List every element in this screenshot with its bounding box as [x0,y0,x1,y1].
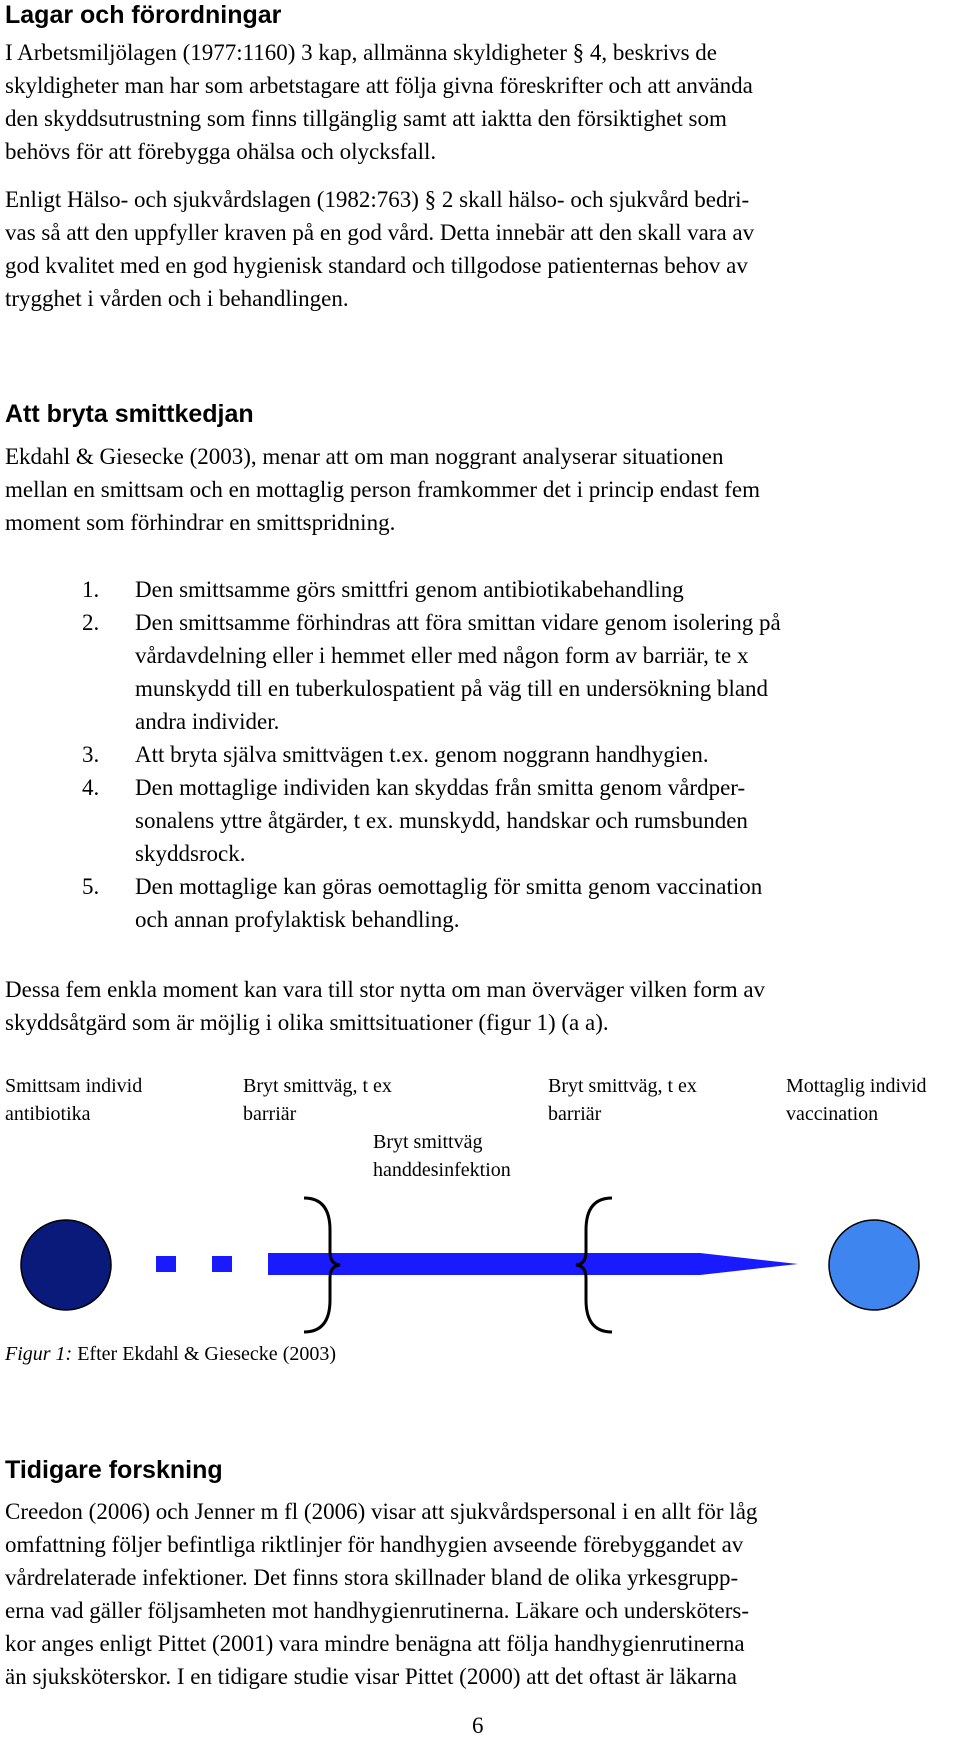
caption-prefix: Figur 1: [5,1343,73,1365]
numbered-list [0,573,960,936]
figure-label-barrier-1: Bryt smittväg, t ex barriär [243,1075,392,1125]
dash-segment [212,1256,232,1272]
text-line: Enligt Hälso- och sjukvårdslagen (1982:763) § 2 skall hälso- och sjukvård bedri- [5,187,750,212]
text-line: Ekdahl & Giesecke (2003), menar att om man noggrant analyserar situationen [5,444,724,469]
infected-individual-circle [21,1220,111,1310]
paragraph-tidigare-forskning [5,1495,960,1693]
text-line: kor anges enligt Pittet (2001) vara mindre benägna att följa handhygienrutinerna [5,1631,745,1656]
text-line: trygghet i vården och i behandlingen. [5,286,349,311]
text-line: Dessa fem enkla moment kan vara till stor nytta om man överväger vilken form av [5,977,766,1002]
text-line: omfattning följer befintliga riktlinjer för handhygien avseende förebyggandet av [5,1532,744,1557]
text-line: vas så att den uppfyller kraven på en god vård. Detta innebär att den skall vara av [5,220,755,245]
text-line: Den mottaglige kan göras oemottaglig för smitta genom vaccination [135,874,763,899]
list-item [0,606,960,738]
list-number: 4. [82,775,100,800]
infection-chain-diagram [0,1190,960,1340]
text-line: vårdavdelning eller i hemmet eller med någon form av barriär, te x [135,643,749,668]
figure-caption [5,1340,336,1368]
text-line: Creedon (2006) och Jenner m fl (2006) visar att sjukvårdspersonal i en allt för låg [5,1499,758,1524]
text-line: skyddsrock. [135,841,246,866]
text-line: mellan en smittsam och en mottaglig person framkommer det i princip endast fem [5,477,760,502]
figure-label-hand-disinfection: Bryt smittväg handdesinfektion [373,1131,511,1181]
text-line: och annan profylaktisk behandling. [135,907,460,932]
list-item [0,870,960,936]
paragraph-arbetsmiljolagen [5,36,960,168]
list-number: 3. [82,742,100,767]
susceptible-individual-circle [829,1220,919,1310]
text-line: skyldigheter man har som arbetstagare att följa givna föreskrifter och att använda [5,73,753,98]
text-line: Den smittsamme förhindras att föra smittan vidare genom isolering på [135,610,781,635]
text-line: sonalens yttre åtgärder, t ex. munskydd, handskar och rumsbunden [135,808,748,833]
dash-segment [156,1256,176,1272]
list-number: 1. [82,577,100,602]
paragraph-outro [5,973,960,1039]
text-line: Den smittsamme görs smittfri genom antibiotikabehandling [135,577,684,602]
list-item [0,573,960,606]
text-line: andra individer. [135,709,280,734]
text-line: behövs för att förebygga ohälsa och olycksfall. [5,139,437,164]
paragraph-halso-sjukvardslagen [5,183,960,315]
text-line: Att bryta själva smittvägen t.ex. genom noggrann handhygien. [135,742,709,767]
paragraph-intro [5,440,960,539]
text-line: munskydd till en tuberkulospatient på väg till en undersökning bland [135,676,769,701]
text-line: I Arbetsmiljölagen (1977:1160) 3 kap, allmänna skyldigheter § 4, beskrivs de [5,40,718,65]
text-line: vårdrelaterade infektioner. Det finns stora skillnader bland de olika yrkesgrupp- [5,1565,739,1590]
text-line: den skyddsutrustning som finns tillgänglig samt att iaktta den försiktighet som [5,106,727,131]
text-line: moment som förhindrar en smittspridning. [5,510,396,535]
heading-lagar: Lagar och förordningar [5,1,282,29]
figure-label-target: Mottaglig individ vaccination [786,1075,927,1125]
text-line: god kvalitet med en god hygienisk standard och tillgodose patienternas behov av [5,253,748,278]
heading-tidigare-forskning: Tidigare forskning [5,1456,223,1484]
list-number: 2. [82,610,100,635]
text-line: skyddsåtgärd som är möjlig i olika smittsituationer (figur 1) (a a). [5,1010,609,1035]
figure-label-barrier-2: Bryt smittväg, t ex barriär [548,1075,697,1125]
page-number: 6 [472,1713,484,1738]
transmission-arrow [268,1253,798,1275]
figure-label-source: Smittsam individ antibiotika [5,1075,143,1125]
heading-att-bryta-smittkedjan: Att bryta smittkedjan [5,400,254,428]
text-line: erna vad gäller följsamheten mot handhygienrutinerna. Läkare och undersköters- [5,1598,750,1623]
text-line: än sjuksköterskor. I en tidigare studie visar Pittet (2000) att det oftast är läkarna [5,1664,737,1689]
caption-text: Efter Ekdahl & Giesecke (2003) [72,1343,337,1365]
list-number: 5. [82,874,100,899]
list-item [0,738,960,771]
list-item [0,771,960,870]
text-line: Den mottaglige individen kan skyddas från smitta genom vårdper- [135,775,746,800]
